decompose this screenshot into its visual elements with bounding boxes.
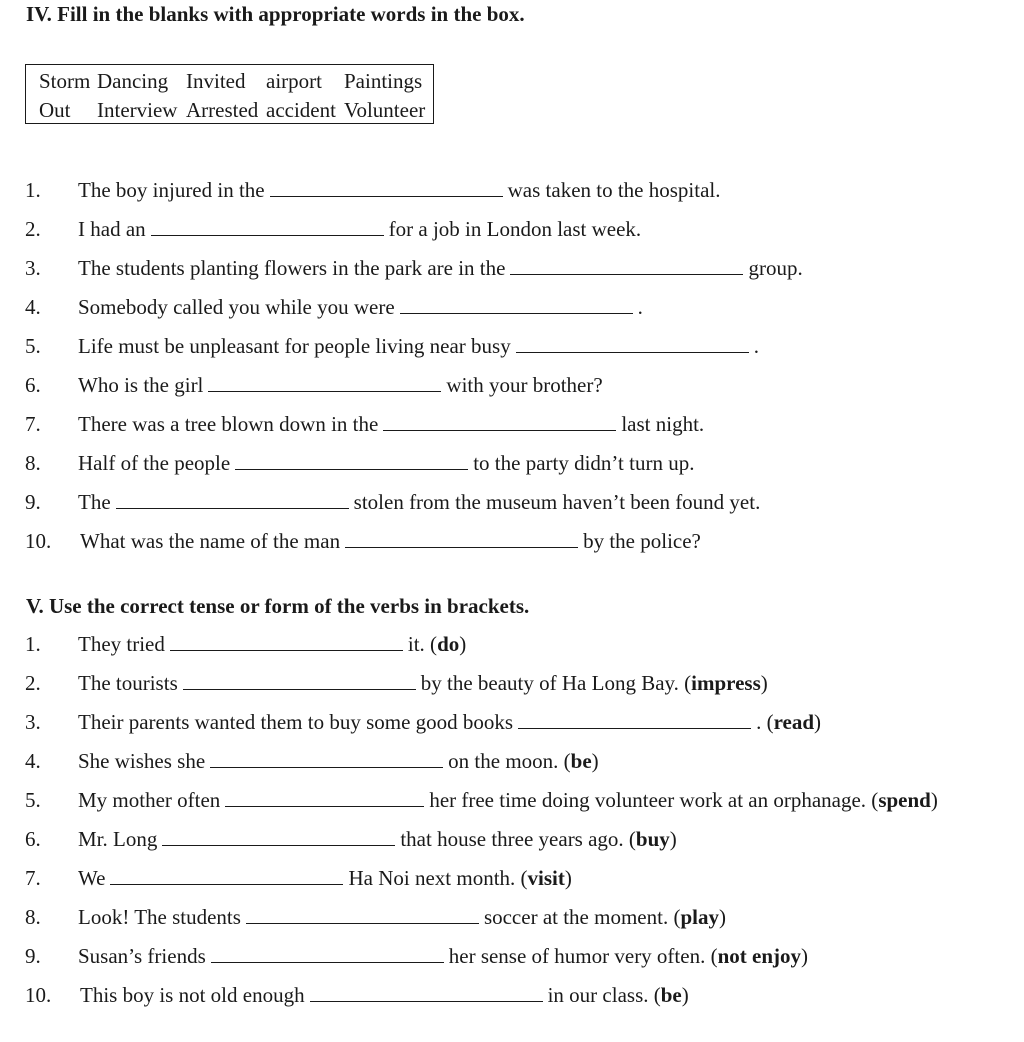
item-number: 1. <box>25 632 41 656</box>
item-text-after: . <box>637 295 643 319</box>
answer-blank[interactable] <box>208 374 441 392</box>
item-text-before: Look! The students <box>78 905 241 929</box>
item-text-before: Half of the people <box>78 451 231 475</box>
item-number: 1. <box>25 178 41 202</box>
item-text-after: in our class. ( <box>547 983 661 1007</box>
item-text-after: . ( <box>756 710 774 734</box>
answer-blank[interactable] <box>170 633 403 651</box>
answer-blank[interactable] <box>400 296 633 314</box>
answer-blank[interactable] <box>510 257 743 275</box>
verb-hint-close: ) <box>591 749 599 773</box>
item-text-before: They tried <box>78 632 165 656</box>
item-number: 5. <box>25 788 41 812</box>
item-text-before: She wishes she <box>78 749 206 773</box>
verb-hint: impress <box>691 671 761 695</box>
item-number: 4. <box>25 295 41 319</box>
answer-blank[interactable] <box>518 711 751 729</box>
item-text-before: The tourists <box>78 671 178 695</box>
item-text-before: The <box>78 490 111 514</box>
verb-hint: not enjoy <box>717 944 801 968</box>
item-number: 4. <box>25 749 41 773</box>
verb-hint-close: ) <box>930 788 938 812</box>
item-text-after: it. ( <box>407 632 438 656</box>
item-text-after: for a job in London last week. <box>388 217 642 241</box>
word-box-item: Dancing <box>97 69 169 93</box>
item-number: 2. <box>25 671 41 695</box>
item-number: 3. <box>25 256 41 280</box>
item-number: 3. <box>25 710 41 734</box>
item-number: 7. <box>25 412 41 436</box>
verb-hint: buy <box>635 827 670 851</box>
item-number: 7. <box>25 866 41 890</box>
answer-blank[interactable] <box>183 672 416 690</box>
word-box-item: Out <box>39 98 71 122</box>
answer-blank[interactable] <box>310 984 543 1002</box>
word-box-item: accident <box>266 98 336 122</box>
item-number: 6. <box>25 827 41 851</box>
item-text-before: This boy is not old enough <box>80 983 305 1007</box>
word-box-item: Arrested <box>186 98 259 122</box>
item-text-before: What was the name of the man <box>80 529 341 553</box>
answer-blank[interactable] <box>246 906 479 924</box>
word-box-item: Interview <box>97 98 178 122</box>
section-5-title: V. Use the correct tense or form of the verbs in brackets. <box>26 594 530 618</box>
answer-blank[interactable] <box>210 750 443 768</box>
item-text-before: Mr. Long <box>78 827 158 851</box>
item-number: 9. <box>25 944 41 968</box>
item-text-after: her sense of humor very often. ( <box>448 944 718 968</box>
item-text-before: The boy injured in the <box>78 178 265 202</box>
word-box <box>25 64 434 124</box>
answer-blank[interactable] <box>225 789 424 807</box>
verb-hint: be <box>570 749 592 773</box>
item-text-after: by the police? <box>583 529 701 553</box>
answer-blank[interactable] <box>345 530 578 548</box>
item-text-after: soccer at the moment. ( <box>483 905 681 929</box>
verb-hint-close: ) <box>814 710 822 734</box>
item-text-after: group. <box>748 256 803 280</box>
verb-hint-close: ) <box>669 827 677 851</box>
item-text-after: last night. <box>621 412 705 436</box>
item-text-after: on the moon. ( <box>448 749 571 773</box>
verb-hint-close: ) <box>760 671 768 695</box>
word-box-item: Storm <box>39 69 91 93</box>
section-4-title: IV. Fill in the blanks with appropriate words in the box. <box>26 2 525 26</box>
word-box-item: Invited <box>186 69 246 93</box>
verb-hint-close: ) <box>718 905 726 929</box>
answer-blank[interactable] <box>235 452 468 470</box>
item-text-before: There was a tree blown down in the <box>78 412 379 436</box>
item-number: 6. <box>25 373 41 397</box>
word-box-item: Volunteer <box>344 98 426 122</box>
word-box-item: airport <box>266 69 322 93</box>
item-number: 8. <box>25 905 41 929</box>
verb-hint: play <box>680 905 719 929</box>
item-text-after: her free time doing volunteer work at an orphanage. ( <box>429 788 879 812</box>
verb-hint-close: ) <box>459 632 467 656</box>
item-text-before: I had an <box>78 217 146 241</box>
item-text-before: Who is the girl <box>78 373 204 397</box>
item-text-after: . <box>753 334 759 358</box>
item-text-before: My mother often <box>78 788 221 812</box>
item-number: 2. <box>25 217 41 241</box>
answer-blank[interactable] <box>383 413 616 431</box>
verb-hint: be <box>660 983 682 1007</box>
item-text-before: Life must be unpleasant for people living near busy <box>78 334 511 358</box>
item-text-after: stolen from the museum haven’t been found yet. <box>353 490 761 514</box>
answer-blank[interactable] <box>516 335 749 353</box>
item-text-after: was taken to the hospital. <box>507 178 721 202</box>
answer-blank[interactable] <box>211 945 444 963</box>
item-text-before: Their parents wanted them to buy some good books <box>78 710 514 734</box>
item-text-after: that house three years ago. ( <box>400 827 636 851</box>
item-text-before: Susan’s friends <box>78 944 206 968</box>
item-text-before: We <box>78 866 106 890</box>
answer-blank[interactable] <box>270 179 503 197</box>
verb-hint: do <box>437 632 460 656</box>
item-text-before: The students planting flowers in the park are in the <box>78 256 506 280</box>
item-text-after: with your brother? <box>446 373 603 397</box>
item-number: 5. <box>25 334 41 358</box>
item-text-before: Somebody called you while you were <box>78 295 395 319</box>
answer-blank[interactable] <box>151 218 384 236</box>
verb-hint: read <box>773 710 815 734</box>
item-number: 9. <box>25 490 41 514</box>
item-number: 8. <box>25 451 41 475</box>
answer-blank[interactable] <box>110 867 343 885</box>
item-number: 10. <box>25 529 52 553</box>
item-number: 10. <box>25 983 52 1007</box>
verb-hint: spend <box>878 788 931 812</box>
verb-hint: visit <box>527 866 565 890</box>
verb-hint-close: ) <box>801 944 808 968</box>
word-box-item: Paintings <box>344 69 423 93</box>
item-text-after: Ha Noi next month. ( <box>348 866 528 890</box>
answer-blank[interactable] <box>116 491 349 509</box>
item-text-after: by the beauty of Ha Long Bay. ( <box>420 671 692 695</box>
verb-hint-close: ) <box>681 983 689 1007</box>
item-text-after: to the party didn’t turn up. <box>473 451 695 475</box>
answer-blank[interactable] <box>162 828 395 846</box>
verb-hint-close: ) <box>564 866 572 890</box>
